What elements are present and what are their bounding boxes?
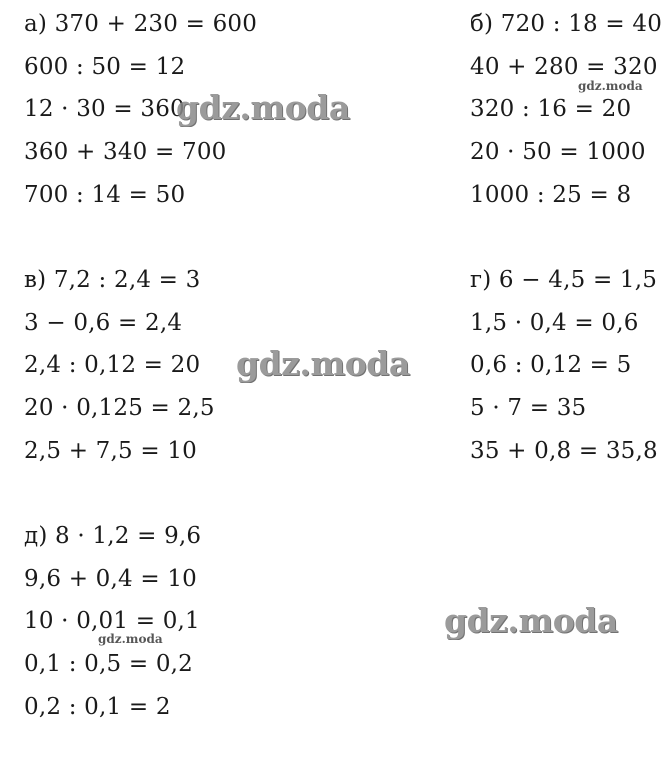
problem-a-line-1: а) 370 + 230 = 600 — [24, 11, 258, 37]
problem-v-line-2: 3 − 0,6 = 2,4 — [24, 310, 183, 336]
problem-g-line-3: 0,6 : 0,12 = 5 — [470, 352, 632, 378]
problem-b-line-2: 40 + 280 = 320 — [470, 54, 658, 80]
watermark-logo-2: gdz.moda — [236, 344, 410, 383]
problem-v-line-1: в) 7,2 : 2,4 = 3 — [24, 267, 201, 293]
problem-d-line-2: 9,6 + 0,4 = 10 — [24, 566, 198, 592]
problem-a-line-3: 12 · 30 = 360 — [24, 96, 185, 122]
problem-a-line-2: 600 : 50 = 12 — [24, 54, 186, 80]
problem-a-line-5: 700 : 14 = 50 — [24, 182, 186, 208]
problem-b-line-5: 1000 : 25 = 8 — [470, 182, 632, 208]
problem-g-line-1: г) 6 − 4,5 = 1,5 — [470, 267, 658, 293]
problem-v-line-5: 2,5 + 7,5 = 10 — [24, 438, 198, 464]
problem-v-line-3: 2,4 : 0,12 = 20 — [24, 352, 201, 378]
problem-a-line-4: 360 + 340 = 700 — [24, 139, 227, 165]
problem-d-line-3: 10 · 0,01 = 0,1 — [24, 608, 200, 634]
problem-b-line-1: б) 720 : 18 = 40 — [470, 11, 663, 37]
problem-v-line-4: 20 · 0,125 = 2,5 — [24, 395, 215, 421]
watermark-small-2: gdz.moda — [98, 632, 163, 646]
problem-d-line-1: д) 8 · 1,2 = 9,6 — [24, 523, 202, 549]
problem-d-line-5: 0,2 : 0,1 = 2 — [24, 694, 171, 720]
watermark-logo-1: gdz.moda — [176, 88, 350, 127]
watermark-small-1: gdz.moda — [578, 79, 643, 93]
problem-g-line-2: 1,5 · 0,4 = 0,6 — [470, 310, 639, 336]
problem-b-line-4: 20 · 50 = 1000 — [470, 139, 646, 165]
problem-g-line-4: 5 · 7 = 35 — [470, 395, 587, 421]
problem-g-line-5: 35 + 0,8 = 35,8 — [470, 438, 658, 464]
problem-b-line-3: 320 : 16 = 20 — [470, 96, 632, 122]
problem-d-line-4: 0,1 : 0,5 = 0,2 — [24, 651, 193, 677]
watermark-logo-3: gdz.moda — [444, 601, 618, 640]
